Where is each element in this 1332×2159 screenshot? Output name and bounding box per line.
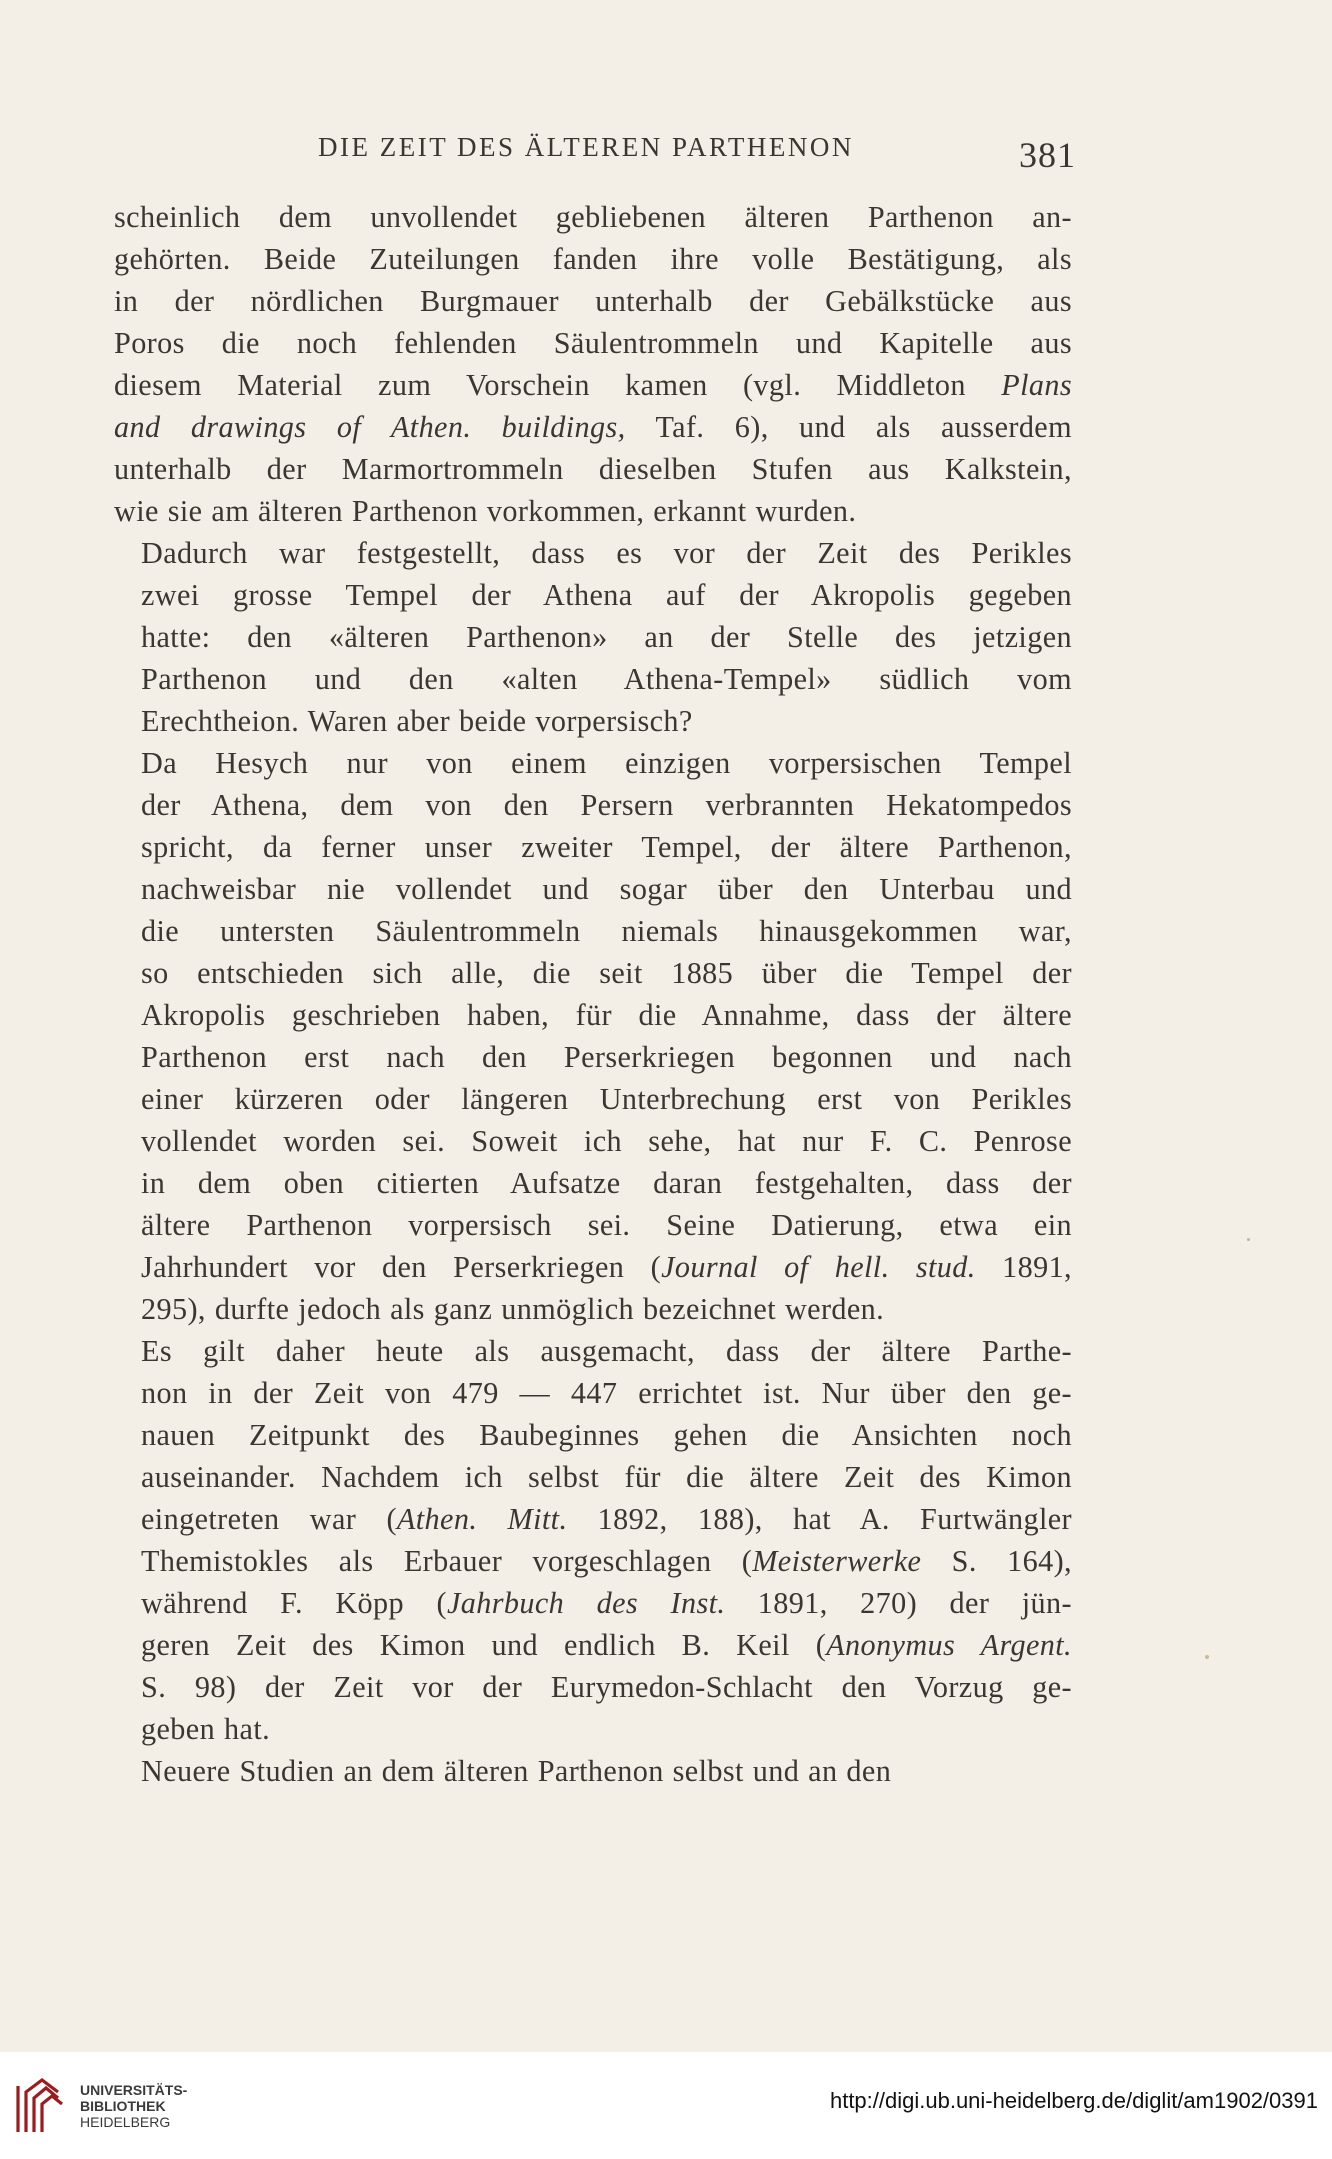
text-run: Themistokles als Erbauer vorgeschlagen (	[141, 1544, 753, 1578]
text-run: nachweisbar nie vollendet und sogar über den Unterbau und	[141, 872, 1072, 906]
text-run: Parthenon und den «alten Athena-Tempel» südlich vom	[141, 662, 1072, 696]
text-line	[114, 1162, 1072, 1204]
italic-citation: Journal of hell. stud.	[661, 1250, 976, 1284]
digitization-footer	[0, 2052, 1332, 2159]
text-line	[114, 406, 1072, 448]
library-name-line-1: UNIVERSITÄTS-	[80, 2082, 188, 2098]
text-run: spricht, da ferner unser zweiter Tempel, der ältere Parthenon,	[141, 830, 1072, 864]
text-run: Jahrhundert vor den Perserkriegen (	[141, 1250, 662, 1284]
text-line	[114, 1246, 1072, 1288]
margin-mark	[1247, 1238, 1250, 1241]
text-line	[114, 1120, 1072, 1162]
text-run: S. 164),	[921, 1544, 1072, 1578]
text-run: in dem oben citierten Aufsatze daran festgehalten, dass der	[141, 1166, 1072, 1200]
text-run: Neuere Studien an dem älteren Parthenon selbst und an den	[141, 1754, 892, 1788]
text-line	[114, 910, 1072, 952]
text-run: unterhalb der Marmortrommeln dieselben Stufen aus Kalkstein,	[114, 452, 1072, 486]
text-line	[114, 532, 1072, 574]
text-line	[114, 322, 1072, 364]
text-line	[114, 1330, 1072, 1372]
text-line	[114, 448, 1072, 490]
library-name-line-3: HEIDELBERG	[80, 2114, 171, 2130]
text-run: geben hat.	[141, 1712, 271, 1746]
italic-citation: Meisterwerke	[752, 1544, 922, 1578]
text-line	[114, 490, 1072, 532]
text-line	[114, 658, 1072, 700]
text-run: 1891,	[975, 1250, 1073, 1284]
text-run: Parthenon erst nach den Perserkriegen begonnen und nach	[141, 1040, 1072, 1074]
text-run: in der nördlichen Burgmauer unterhalb der Gebälkstücke aus	[114, 284, 1072, 318]
text-run: Es gilt daher heute als ausgemacht, dass der ältere Parthe-	[141, 1334, 1072, 1368]
italic-citation: Jahrbuch des Inst.	[446, 1586, 726, 1620]
text-run: nauen Zeitpunkt des Baubeginnes gehen die Ansichten noch	[141, 1418, 1072, 1452]
text-line	[114, 1666, 1072, 1708]
body-text	[114, 196, 1072, 1792]
paragraph	[114, 532, 1072, 742]
text-run: eingetreten war (	[141, 1502, 397, 1536]
text-run: geren Zeit des Kimon und endlich B. Keil (	[141, 1628, 827, 1662]
text-line	[114, 364, 1072, 406]
text-run: zwei grosse Tempel der Athena auf der Akropolis gegeben	[141, 578, 1072, 612]
text-line	[114, 826, 1072, 868]
running-title: DIE ZEIT DES ÄLTEREN PARTHENON	[318, 132, 854, 162]
paragraph	[114, 1750, 1072, 1792]
text-run: Erechtheion. Waren aber beide vorpersisch?	[141, 704, 693, 738]
text-run: Poros die noch fehlenden Säulentrommeln und Kapitelle aus	[114, 326, 1072, 360]
permalink-url[interactable]: http://digi.ub.uni-heidelberg.de/diglit/am1902/0391	[829, 2088, 1318, 2113]
text-line	[114, 1498, 1072, 1540]
text-run: ältere Parthenon vorpersisch sei. Seine Datierung, etwa ein	[141, 1208, 1072, 1242]
text-line	[114, 1456, 1072, 1498]
italic-citation: Anonymus Argent.	[826, 1628, 1073, 1662]
ub-heidelberg-logo-icon[interactable]	[12, 2074, 72, 2136]
paragraph	[114, 1330, 1072, 1750]
text-line	[114, 742, 1072, 784]
paper-speck	[1205, 1655, 1209, 1659]
text-line	[114, 1036, 1072, 1078]
paragraph	[114, 196, 1072, 532]
text-line	[114, 196, 1072, 238]
paragraph	[114, 742, 1072, 1330]
text-line	[114, 952, 1072, 994]
text-line	[114, 1540, 1072, 1582]
library-name	[80, 2082, 187, 2130]
text-line	[114, 784, 1072, 826]
text-run: S. 98) der Zeit vor der Eurymedon-Schlacht den Vorzug ge-	[141, 1670, 1072, 1704]
text-run: hatte: den «älteren Parthenon» an der Stelle des jetzigen	[141, 620, 1072, 654]
text-run: wie sie am älteren Parthenon vorkommen, erkannt wurden.	[114, 494, 857, 528]
text-run: scheinlich dem unvollendet gebliebenen älteren Parthenon an-	[114, 200, 1072, 234]
text-run: auseinander. Nachdem ich selbst für die ältere Zeit des Kimon	[141, 1460, 1072, 1494]
text-line	[114, 1288, 1072, 1330]
text-run: so entschieden sich alle, die seit 1885 über die Tempel der	[141, 956, 1072, 990]
text-line	[114, 280, 1072, 322]
library-name-line-2: BIBLIOTHEK	[80, 2098, 166, 2114]
italic-citation: and drawings of Athen. buildings,	[114, 410, 626, 444]
text-run: 295), durfte jedoch als ganz unmöglich bezeichnet werden.	[141, 1292, 885, 1326]
text-line	[114, 1414, 1072, 1456]
text-line	[114, 994, 1072, 1036]
text-run: Akropolis geschrieben haben, für die Annahme, dass der ältere	[141, 998, 1072, 1032]
text-line	[114, 1750, 1072, 1792]
text-run: vollendet worden sei. Soweit ich sehe, hat nur F. C. Penrose	[141, 1124, 1072, 1158]
italic-citation: Athen. Mitt.	[396, 1502, 568, 1536]
text-run: diesem Material zum Vorschein kamen (vgl. Middleton	[114, 368, 1002, 402]
text-run: Dadurch war festgestellt, dass es vor der Zeit des Perikles	[141, 536, 1072, 570]
text-line	[114, 868, 1072, 910]
text-run: Da Hesych nur von einem einzigen vorpersischen Tempel	[141, 746, 1072, 780]
italic-citation: Plans	[1001, 368, 1072, 402]
text-line	[114, 1624, 1072, 1666]
text-line	[114, 574, 1072, 616]
text-line	[114, 1708, 1072, 1750]
text-run: non in der Zeit von 479 — 447 errichtet ist. Nur über den ge-	[141, 1376, 1072, 1410]
text-line	[114, 700, 1072, 742]
text-run: einer kürzeren oder längeren Unterbrechung erst von Perikles	[141, 1082, 1072, 1116]
text-run: 1892, 188), hat A. Furtwängler	[567, 1502, 1073, 1536]
text-run: der Athena, dem von den Persern verbrannten Hekatompedos	[141, 788, 1072, 822]
page-number: 381	[1019, 135, 1076, 175]
text-line	[114, 1582, 1072, 1624]
text-run: die untersten Säulentrommeln niemals hinausgekommen war,	[141, 914, 1072, 948]
text-line	[114, 1078, 1072, 1120]
text-line	[114, 1204, 1072, 1246]
text-run: gehörten. Beide Zuteilungen fanden ihre volle Bestätigung, als	[114, 242, 1072, 276]
text-run: Taf. 6), und als ausserdem	[625, 410, 1072, 444]
text-line	[114, 1372, 1072, 1414]
text-line	[114, 238, 1072, 280]
text-line	[114, 616, 1072, 658]
text-run: während F. Köpp (	[141, 1586, 447, 1620]
page-header	[118, 128, 1078, 188]
text-run: 1891, 270) der jün-	[725, 1586, 1072, 1620]
